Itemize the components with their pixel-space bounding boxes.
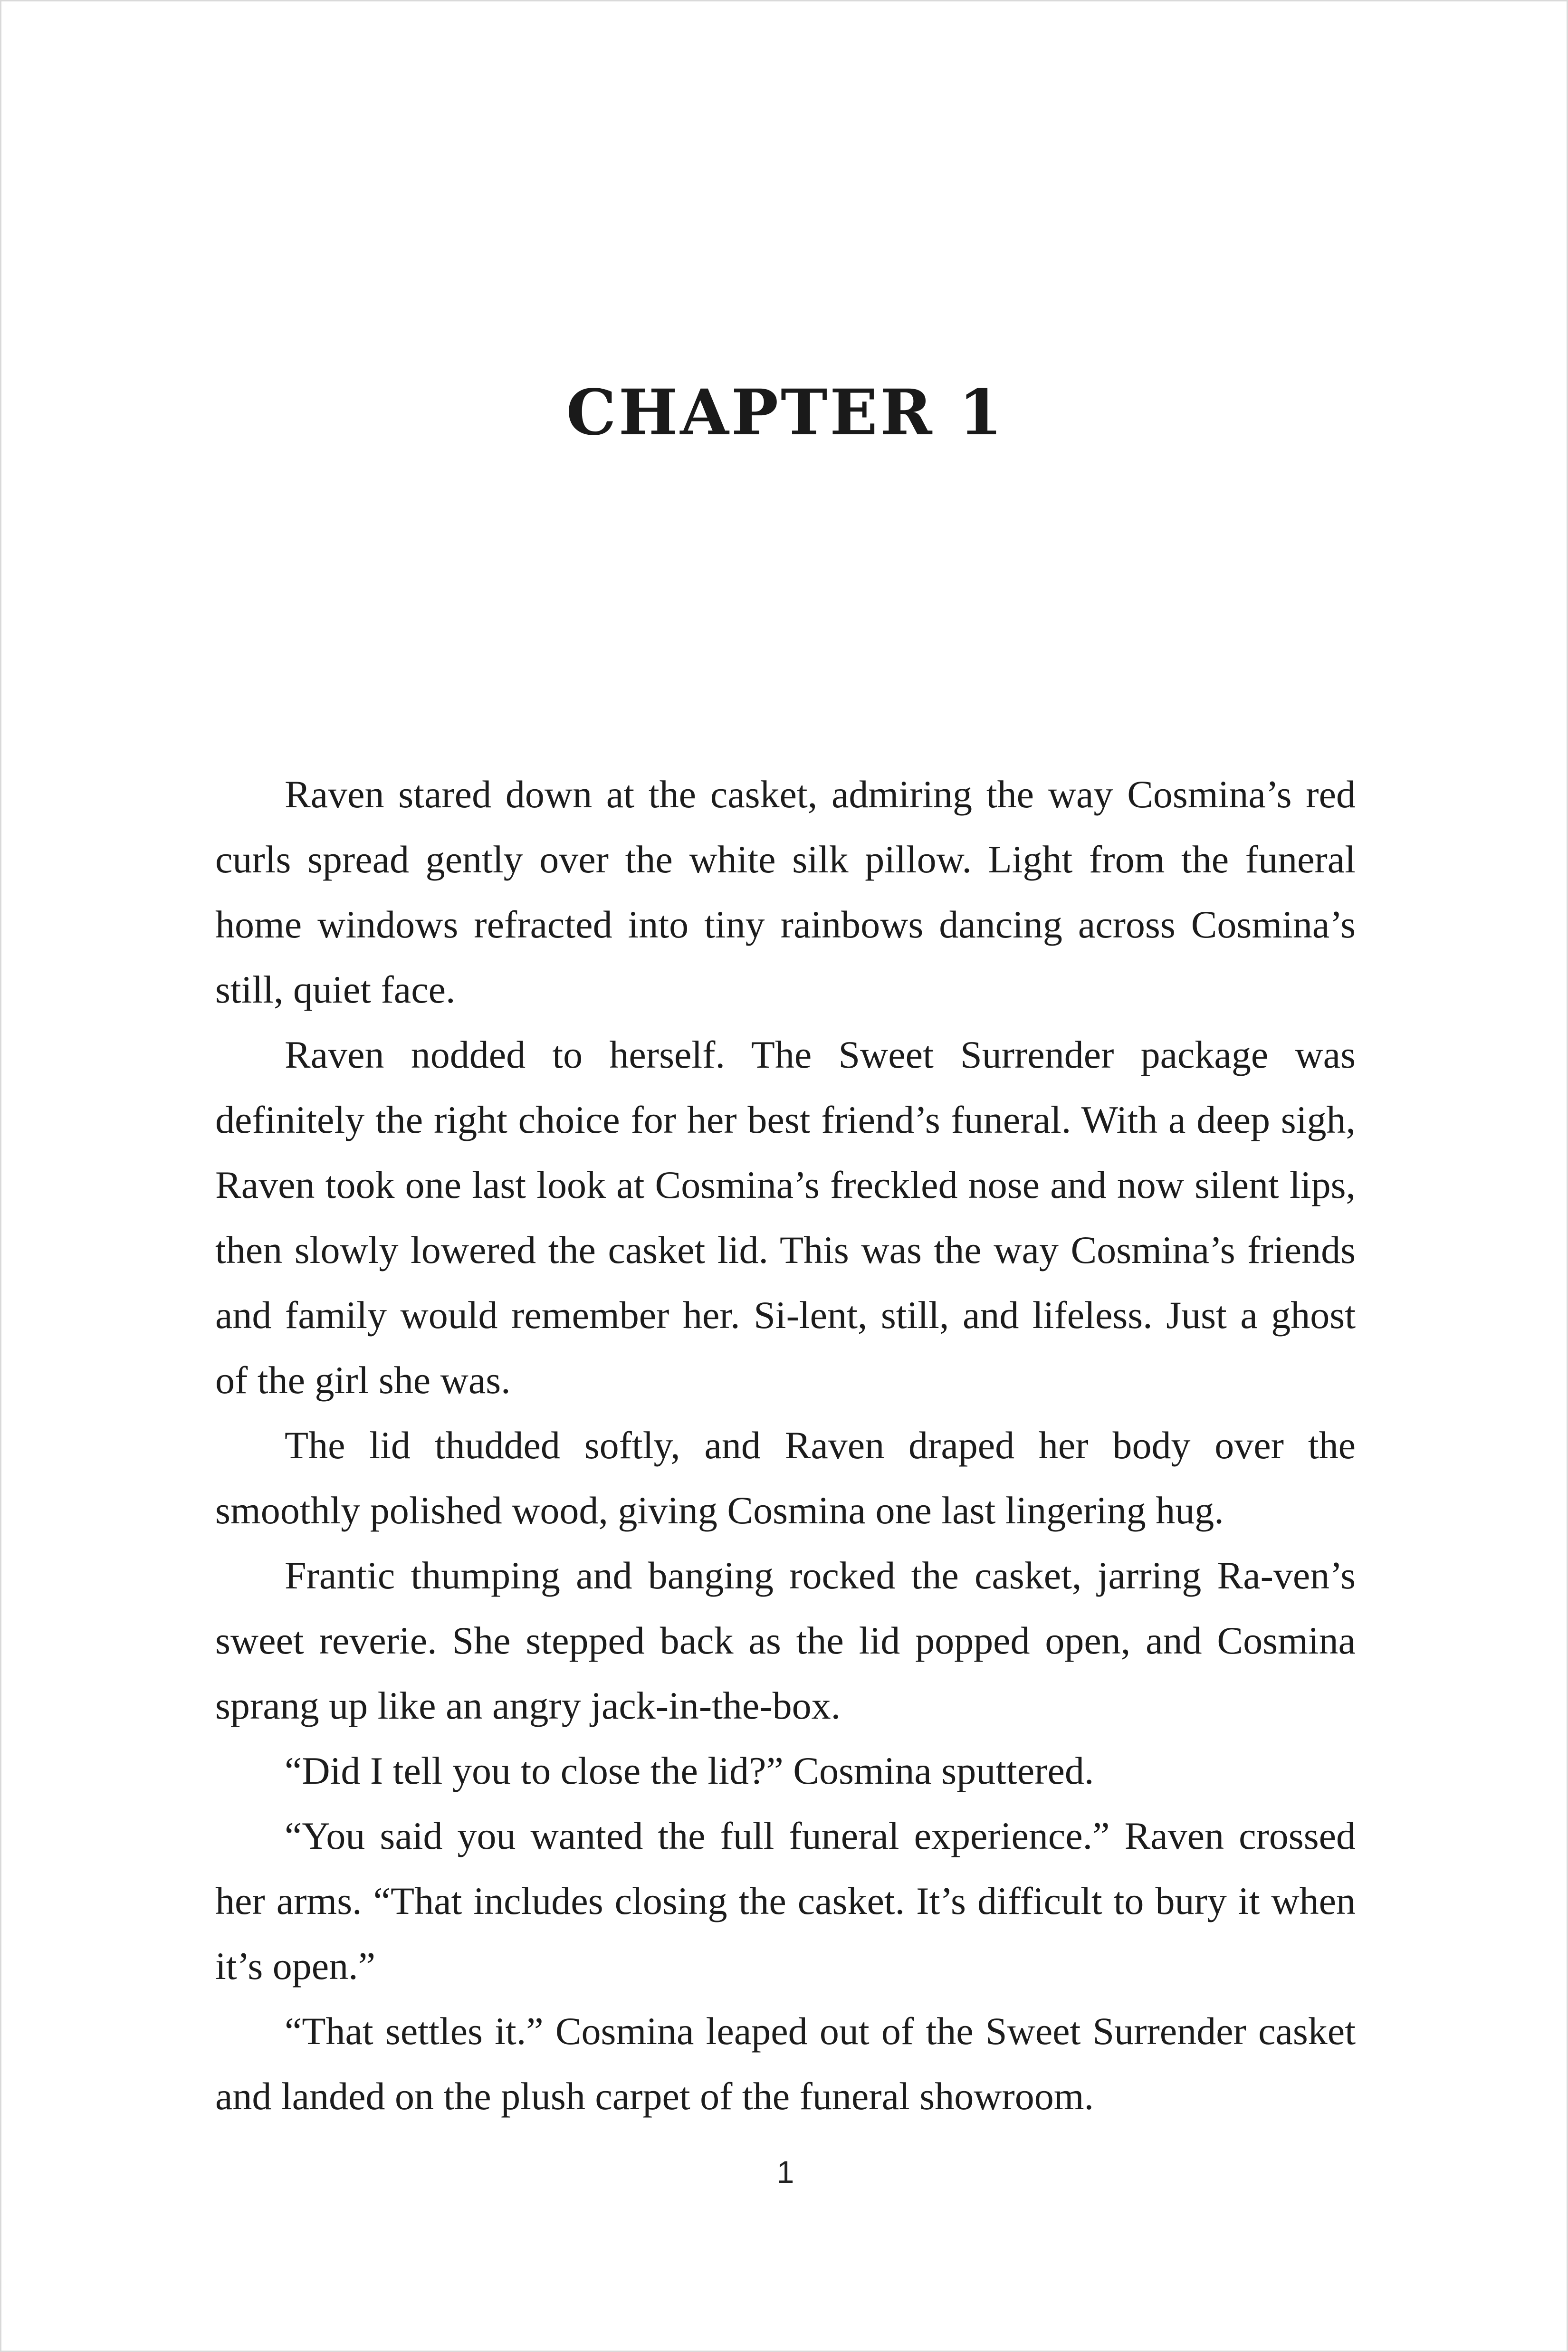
- paragraph: Raven stared down at the casket, admiring the way Cosmina’s red curls spread gently over the white silk pillow. Light from the funeral home windows refracted into tiny rainbows dancing across Cosmina’s still, quiet face.: [215, 773, 1356, 1011]
- chapter-body: [215, 762, 1356, 2129]
- chapter-heading: CHAPTER 1: [566, 376, 1005, 449]
- paragraph: The lid thudded softly, and Raven draped her body over the smoothly polished wood, giving Cosmina one last lingering hug.: [215, 1424, 1356, 1532]
- paragraph: Frantic thumping and banging rocked the casket, jarring Ra-ven’s sweet reverie. She stepped back as the lid popped open, and Cosmina sprang up like an angry jack-in-the-box.: [215, 1554, 1356, 1727]
- paragraph: “Did I tell you to close the lid?” Cosmina sputtered.: [285, 1749, 1094, 1792]
- paragraph: “You said you wanted the full funeral experience.” Raven crossed her arms. “That includes closing the casket. It’s difficult to bury it when it’s open.”: [215, 1814, 1356, 1988]
- paragraph: Raven nodded to herself. The Sweet Surrender package was definitely the right choice for her best friend’s funeral. With a deep sigh, Raven took one last look at Cosmina’s freckled nose and now silent lips, then slowly lowered the casket lid. This was the way Cosmina’s friends and family would remember her. Si-lent, still, and lifeless. Just a ghost of the girl she was.: [215, 1033, 1356, 1402]
- page-number: 1: [776, 2154, 794, 2189]
- paragraph: “That settles it.” Cosmina leaped out of the Sweet Surrender casket and landed on the plush carpet of the funeral showroom.: [215, 2009, 1356, 2118]
